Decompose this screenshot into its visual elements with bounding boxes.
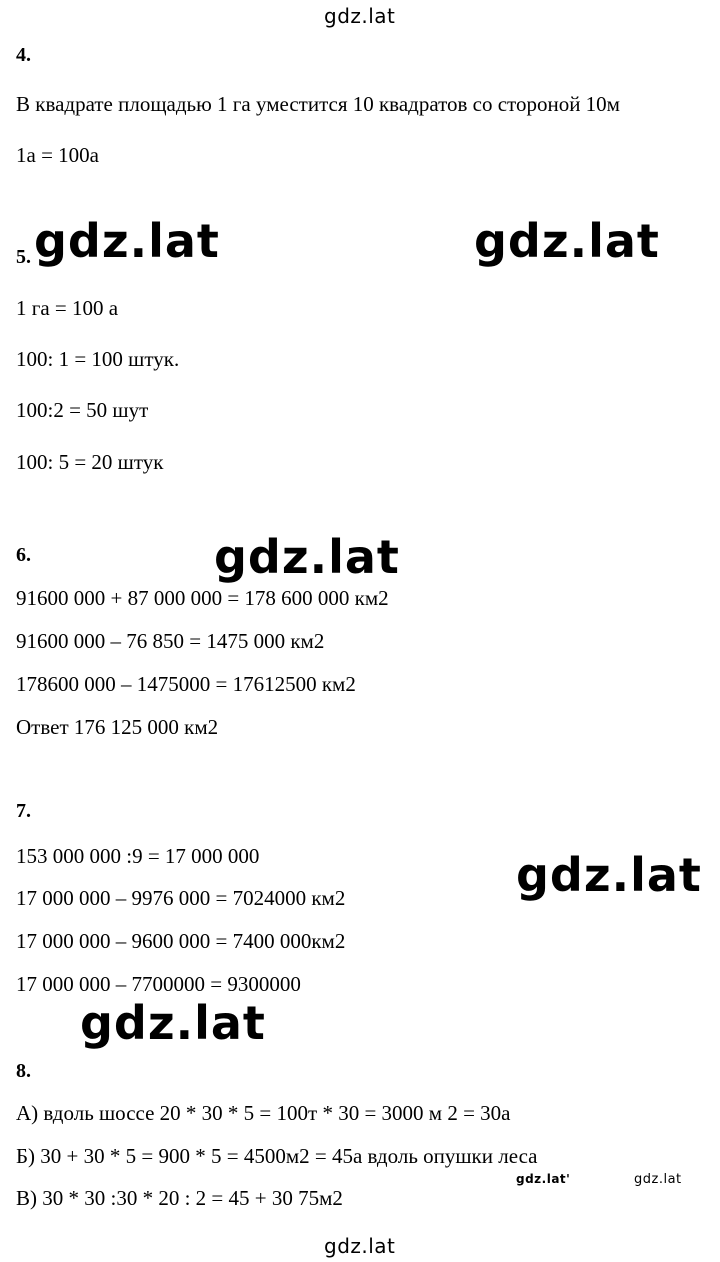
watermark-big: gdz.lat (214, 530, 400, 584)
task-6-line: Ответ 176 125 000 км2 (16, 715, 219, 739)
watermark-small: gdz.lat' (516, 1172, 571, 1186)
task-8-number: 8. (16, 1060, 31, 1082)
task-7-line: 17 000 000 – 7700000 = 9300000 (16, 972, 301, 996)
task-7-line: 17 000 000 – 9976 000 = 7024000 км2 (16, 886, 346, 910)
task-5-line: 100:2 = 50 шут (16, 398, 149, 422)
task-7-line: 153 000 000 :9 = 17 000 000 (16, 844, 260, 868)
task-5-line: 100: 5 = 20 штук (16, 450, 164, 474)
task-6-line: 91600 000 + 87 000 000 = 178 600 000 км2 (16, 586, 389, 610)
watermark-top: gdz.lat (324, 4, 396, 28)
task-4-number: 4. (16, 44, 31, 66)
task-4-line: В квадрате площадью 1 га уместится 10 квадратов со стороной 10м (16, 92, 620, 116)
task-6-line: 91600 000 – 76 850 = 1475 000 км2 (16, 629, 325, 653)
watermark-bottom: gdz.lat (324, 1234, 396, 1258)
task-6-number: 6. (16, 544, 31, 566)
task-5-line: 100: 1 = 100 штук. (16, 347, 180, 371)
watermark-big: gdz.lat (80, 996, 266, 1050)
task-8-line: А) вдоль шоссе 20 * 30 * 5 = 100т * 30 = 3000 м 2 = 30а (16, 1101, 511, 1125)
task-5-number: 5. (16, 246, 31, 268)
task-6-line: 178600 000 – 1475000 = 17612500 км2 (16, 672, 356, 696)
watermark-small: gdz.lat (634, 1172, 682, 1187)
task-5-line: 1 га = 100 а (16, 296, 119, 320)
watermark-big: gdz.lat (34, 214, 220, 268)
task-8-line: Б) 30 + 30 * 5 = 900 * 5 = 4500м2 = 45а вдоль опушки леса (16, 1144, 538, 1168)
task-4-line: 1a = 100a (16, 143, 99, 167)
watermark-big: gdz.lat (516, 848, 702, 902)
task-8-line: В) 30 * 30 :30 * 20 : 2 = 45 + 30 75м2 (16, 1186, 343, 1210)
task-7-number: 7. (16, 800, 31, 822)
task-7-line: 17 000 000 – 9600 000 = 7400 000км2 (16, 929, 346, 953)
watermark-big: gdz.lat (474, 214, 660, 268)
